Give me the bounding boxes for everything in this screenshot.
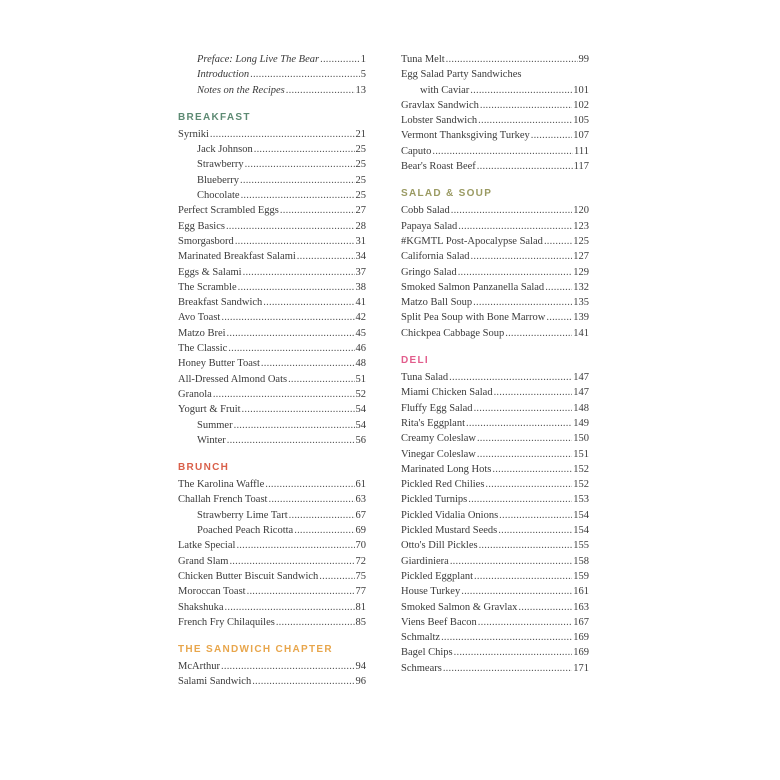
entry-title: Miami Chicken Salad [401,387,493,399]
toc-entry[interactable] [401,554,589,569]
dot-leader [545,280,572,295]
entry-title: Blueberry [197,174,239,186]
dot-leader [441,630,572,645]
dot-leader [268,492,354,507]
entry-title: Chocolate [197,190,240,202]
toc-entry[interactable] [401,630,589,645]
entry-page: 158 [573,555,589,567]
toc-entry[interactable] [401,128,589,143]
toc-entry[interactable] [178,356,366,371]
entry-page: 94 [355,661,366,673]
toc-entry[interactable] [178,203,366,218]
toc-subentry[interactable] [178,418,366,433]
entry-title: Pickled Turnips [401,494,468,506]
entry-title: with Caviar [420,84,470,96]
toc-entry-continuation[interactable] [401,83,589,98]
entry-page: 99 [578,54,589,65]
toc-entry[interactable] [178,538,366,553]
entry-page: 123 [573,220,589,232]
dot-leader [477,431,572,446]
dot-leader [449,370,572,385]
dot-leader [474,401,573,416]
entry-title: Creamy Coleslaw [401,433,476,445]
dot-leader [234,418,355,433]
toc-entry[interactable] [178,387,366,402]
toc-entry[interactable] [401,569,589,584]
toc-entry[interactable] [401,295,589,310]
entry-page: 56 [355,434,366,446]
entry-page: 67 [355,509,366,521]
entry-page: 129 [573,266,589,278]
entry-title: Poached Peach Ricotta [197,525,294,537]
toc-entry[interactable] [401,159,589,174]
dot-leader [240,173,355,188]
entry-title: Chickpea Cabbage Soup [401,327,505,339]
entry-title: Pickled Eggplant [401,570,474,582]
entry-page: 46 [355,343,366,355]
entry-page: 38 [355,281,366,293]
dot-leader [544,234,572,249]
entry-page: 102 [573,99,589,111]
dot-leader [252,674,354,689]
dot-leader [241,188,355,203]
toc-entry[interactable] [401,67,589,82]
dot-leader [477,447,572,462]
toc-entry[interactable] [401,492,589,507]
dot-leader [466,416,572,431]
dot-leader [226,219,355,234]
dot-leader [261,356,355,371]
toc-entry-preface[interactable] [178,52,366,67]
entry-page: 75 [355,570,366,582]
dot-leader [473,295,572,310]
dot-leader [236,538,354,553]
dot-leader [225,600,355,615]
entry-title: Otto's Dill Pickles [401,540,478,552]
toc-entry[interactable] [401,523,589,538]
entry-title: Preface: Long Live The Bear [197,54,320,65]
entry-title: Grand Slam [178,555,229,567]
toc-subentry[interactable] [178,157,366,172]
entry-page: 25 [355,190,366,202]
dot-leader [443,661,572,676]
entry-title: Viens Beef Bacon [401,616,477,628]
entry-title: Latke Special [178,540,236,552]
entry-page: 111 [574,145,589,157]
toc-entry[interactable] [401,113,589,128]
entry-page: 152 [573,463,589,475]
entry-title: Strawberry Lime Tart [197,509,288,521]
dot-leader [319,569,354,584]
dot-leader [280,203,355,218]
entry-title: Schmears [401,662,442,674]
toc-entry[interactable] [401,462,589,477]
toc-entry[interactable] [401,249,589,264]
toc-subentry[interactable] [178,173,366,188]
dot-leader [228,341,354,356]
entry-page: 159 [573,570,589,582]
entry-page: 163 [573,601,589,613]
entry-title: Smoked Salmon & Gravlax [401,601,518,613]
entry-title: Tuna Salad [401,372,449,384]
entry-title: Yogurt & Fruit [178,404,241,416]
entry-page: 149 [573,417,589,429]
entry-page: 69 [355,525,366,537]
entry-title: Pickled Red Chilies [401,479,485,491]
entry-page: 169 [573,647,589,659]
entry-title: Honey Butter Toast [178,358,260,370]
entry-page: 167 [573,616,589,628]
toc-entry[interactable] [401,326,589,341]
entry-title: Summer [197,419,233,431]
dot-leader [265,477,354,492]
entry-title: Egg Basics [178,220,225,232]
entry-title: Vinegar Coleslaw [401,448,476,460]
section-heading-deli: DELI [401,355,429,367]
toc-entry[interactable] [178,310,366,325]
dot-leader [468,492,572,507]
dot-leader [546,310,572,325]
entry-page: 141 [573,327,589,339]
dot-leader [446,52,578,67]
toc-entry[interactable] [178,674,366,689]
toc-left-column [178,52,366,690]
dot-leader [451,203,573,218]
entry-page: 1 [360,54,366,65]
entry-page: 25 [355,144,366,156]
entry-page: 148 [573,402,589,414]
toc-entry[interactable] [178,477,366,492]
entry-title: Challah French Toast [178,494,268,506]
entry-title: Syrniki [178,128,209,140]
entry-page: 117 [573,161,589,173]
dot-leader [478,113,572,128]
entry-title: House Turkey [401,586,461,598]
entry-page: 63 [355,494,366,506]
entry-page: 154 [573,525,589,537]
entry-page: 101 [573,84,589,96]
entry-page: 81 [355,601,366,613]
dot-leader [471,249,573,264]
entry-title: #KGMTL Post-Apocalypse Salad [401,235,543,247]
dot-leader [458,219,572,234]
entry-title: Eggs & Salami [178,266,242,278]
entry-page: 45 [355,327,366,339]
toc-entry[interactable] [401,477,589,492]
toc-subentry[interactable] [178,188,366,203]
entry-page: 54 [355,419,366,431]
entry-title: Giardiniera [401,555,449,567]
dot-leader [221,659,355,674]
dot-leader [263,295,354,310]
toc-entry[interactable] [401,447,589,462]
toc-entry[interactable] [401,144,589,159]
section-heading-brunch: BRUNCH [178,462,230,474]
toc-entry[interactable] [401,645,589,660]
toc-entry[interactable] [401,584,589,599]
entry-page: 61 [355,479,366,491]
toc-entry[interactable] [178,326,366,341]
dot-leader [221,310,354,325]
entry-title: Smorgasbord [178,235,234,247]
toc-entry[interactable] [401,234,589,249]
entry-title: Moroccan Toast [178,586,246,598]
entry-title: Tuna Melt [401,54,445,65]
dot-leader [454,645,573,660]
dot-leader [479,538,573,553]
entry-page: 120 [573,205,589,217]
entry-page: 41 [355,297,366,309]
dot-leader [250,67,360,82]
dot-leader [531,128,573,143]
entry-page: 34 [355,251,366,263]
entry-title: Bear's Roast Beef [401,161,476,173]
dot-leader [238,280,355,295]
toc-subentry[interactable] [178,523,366,538]
toc-entry[interactable] [401,52,589,67]
entry-title: Marinated Long Hots [401,463,492,475]
toc-entry[interactable] [178,249,366,264]
entry-page: 25 [355,174,366,186]
entry-page: 105 [573,115,589,127]
entry-page: 28 [355,220,366,232]
toc-subentry[interactable] [178,433,366,448]
toc-entry[interactable] [178,569,366,584]
dot-leader [499,508,572,523]
dot-leader [505,326,572,341]
entry-page: 42 [355,312,366,324]
toc-entry[interactable] [401,431,589,446]
entry-page: 135 [573,297,589,309]
toc-entry[interactable] [401,416,589,431]
entry-page: 125 [573,235,589,247]
dot-leader [210,127,355,142]
toc-entry[interactable] [178,234,366,249]
entry-page: 107 [573,130,589,142]
entry-title: Gravlax Sandwich [401,99,479,111]
entry-title: Lobster Sandwich [401,115,478,127]
entry-title: Cobb Salad [401,205,450,217]
toc-entry[interactable] [178,219,366,234]
entry-title: Gringo Salad [401,266,457,278]
dot-leader [243,265,355,280]
entry-page: 171 [573,662,589,674]
dot-leader [276,615,355,630]
entry-page: 85 [355,616,366,628]
toc-entry[interactable] [401,385,589,400]
entry-title: Pickled Mustard Seeds [401,525,498,537]
entry-page: 13 [355,84,366,96]
toc-entry[interactable] [178,127,366,142]
entry-title: Schmaltz [401,632,441,644]
entry-page: 31 [355,235,366,247]
dot-leader [235,234,355,249]
entry-title: Jack Johnson [197,144,253,156]
entry-page: 147 [573,387,589,399]
entry-page: 153 [573,494,589,506]
entry-page: 25 [355,159,366,171]
toc-entry[interactable] [401,508,589,523]
dot-leader [494,385,573,400]
entry-page: 147 [573,372,589,384]
entry-title: Winter [197,434,226,446]
entry-page: 5 [360,69,366,81]
entry-title: The Karolina Waffle [178,479,265,491]
entry-title: Caputo [401,145,432,157]
dot-leader [480,98,572,113]
entry-title: Pickled Vidalia Onions [401,509,499,521]
dot-leader [229,554,354,569]
dot-leader [478,615,572,630]
toc-subentry[interactable] [178,142,366,157]
entry-page: 169 [573,632,589,644]
entry-title: Bagel Chips [401,647,453,659]
toc-entry[interactable] [401,401,589,416]
entry-title: Breakfast Sandwich [178,297,263,309]
entry-title: Avo Toast [178,312,221,324]
toc-entry[interactable] [178,295,366,310]
entry-title: Papaya Salad [401,220,458,232]
entry-page: 54 [355,404,366,416]
entry-page: 139 [573,312,589,324]
entry-page: 48 [355,358,366,370]
entry-page: 161 [573,586,589,598]
dot-leader [518,600,572,615]
dot-leader [288,372,354,387]
toc-entry[interactable] [178,615,366,630]
toc-entry[interactable] [178,372,366,387]
entry-title: All-Dressed Almond Oats [178,373,288,385]
toc-subentry[interactable] [178,508,366,523]
toc-entry-notes[interactable] [178,83,366,98]
dot-leader [294,523,354,538]
toc-entry[interactable] [401,203,589,218]
entry-title: McArthur [178,661,220,673]
dot-leader [289,508,355,523]
entry-page: 37 [355,266,366,278]
entry-title: Fluffy Egg Salad [401,402,473,414]
dot-leader [461,584,572,599]
dot-leader [286,83,355,98]
dot-leader [254,142,355,157]
entry-title: Smoked Salmon Panzanella Salad [401,281,545,293]
entry-title: Chicken Butter Biscuit Sandwich [178,570,319,582]
toc-entry[interactable] [178,584,366,599]
dot-leader [492,462,572,477]
dot-leader [477,159,573,174]
dot-leader [485,477,572,492]
entry-title: Perfect Scrambled Eggs [178,205,279,217]
toc-entry[interactable] [401,280,589,295]
dot-leader [458,265,573,280]
toc-entry[interactable] [178,554,366,569]
toc-entry[interactable] [401,98,589,113]
dot-leader [245,157,355,172]
entry-title: Notes on the Recipes [197,84,285,96]
entry-title: Strawberry [197,159,244,171]
entry-title: Granola [178,388,212,400]
toc-entry[interactable] [401,265,589,280]
entry-title: Introduction [197,69,250,81]
dot-leader [320,52,360,67]
entry-title: French Fry Chilaquiles [178,616,275,628]
entry-title: Egg Salad Party Sandwiches [401,69,522,81]
entry-page: 72 [355,555,366,567]
entry-page: 152 [573,479,589,491]
dot-leader [213,387,355,402]
dot-leader [227,326,355,341]
section-heading-sandwich: THE SANDWICH CHAPTER [178,644,333,656]
toc-entry[interactable] [401,600,589,615]
toc-entry[interactable] [401,615,589,630]
entry-title: Matzo Brei [178,327,226,339]
entry-title: The Classic [178,343,228,355]
entry-page: 77 [355,586,366,598]
entry-page: 51 [355,373,366,385]
dot-leader [247,584,355,599]
entry-page: 27 [355,205,366,217]
toc-right-column [401,52,589,676]
entry-page: 70 [355,540,366,552]
toc-entry[interactable] [401,661,589,676]
section-heading-salad-soup: SALAD & SOUP [401,188,493,200]
toc-entry-introduction[interactable] [178,67,366,82]
section-heading-breakfast: BREAKFAST [178,111,251,123]
entry-page: 132 [573,281,589,293]
toc-entry[interactable] [401,310,589,325]
entry-page: 155 [573,540,589,552]
entry-page: 154 [573,509,589,521]
entry-title: California Salad [401,251,470,263]
toc-entry[interactable] [178,265,366,280]
entry-title: Shakshuka [178,601,224,613]
toc-entry[interactable] [401,219,589,234]
entry-page: 21 [355,128,366,140]
toc-entry[interactable] [401,370,589,385]
entry-page: 52 [355,388,366,400]
dot-leader [470,83,572,98]
entry-title: Salami Sandwich [178,676,252,688]
toc-entry[interactable] [178,659,366,674]
entry-page: 127 [573,251,589,263]
dot-leader [242,402,355,417]
dot-leader [432,144,573,159]
toc-entry[interactable] [401,538,589,553]
entry-title: Split Pea Soup with Bone Marrow [401,312,546,324]
toc-entry[interactable] [178,341,366,356]
entry-title: Rita's Eggplant [401,417,466,429]
entry-title: Marinated Breakfast Salami [178,251,296,263]
entry-page: 151 [573,448,589,460]
entry-title: The Scramble [178,281,237,293]
entry-title: Vermont Thanksgiving Turkey [401,130,530,142]
dot-leader [474,569,572,584]
dot-leader [227,433,355,448]
toc-entry[interactable] [178,402,366,417]
dot-leader [450,554,572,569]
dot-leader [297,249,355,264]
entry-title: Matzo Ball Soup [401,297,473,309]
toc-entry[interactable] [178,600,366,615]
entry-page: 150 [573,433,589,445]
dot-leader [498,523,572,538]
entry-page: 96 [355,676,366,688]
toc-entry[interactable] [178,492,366,507]
toc-entry[interactable] [178,280,366,295]
